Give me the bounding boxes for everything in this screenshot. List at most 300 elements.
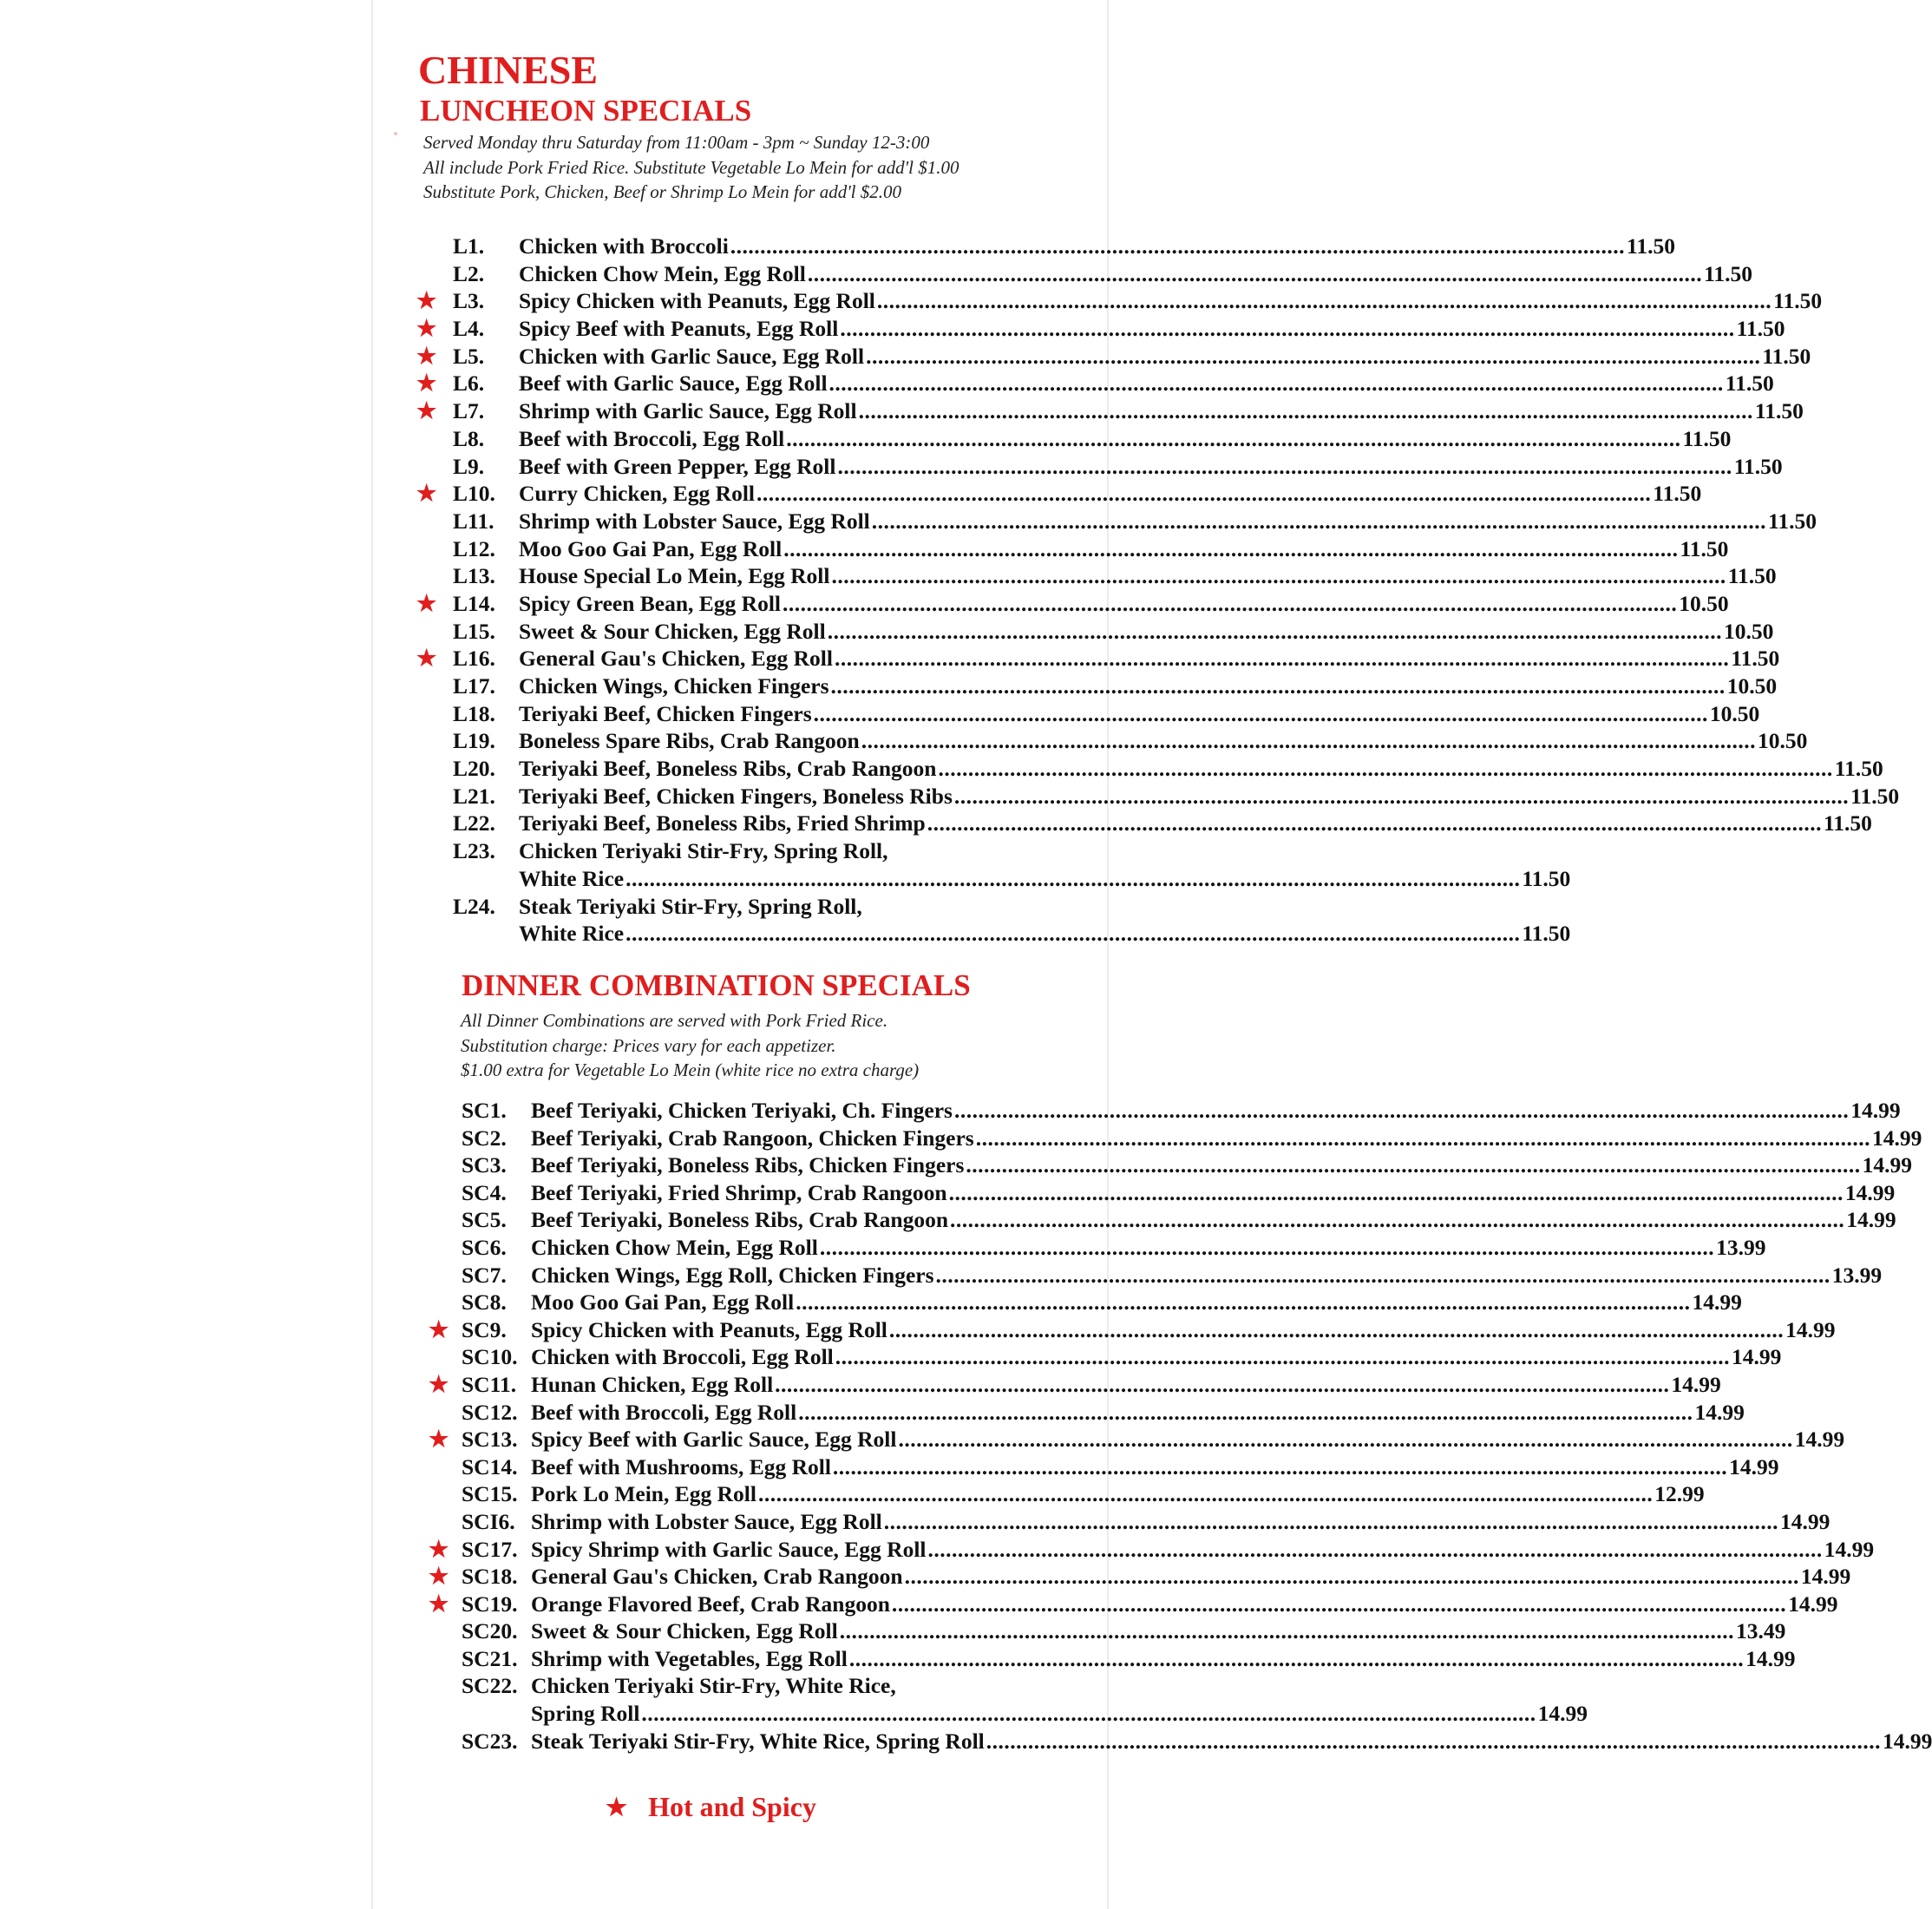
menu-item: [429, 1453, 1779, 1481]
legend: [606, 1791, 816, 1823]
item-price: 11.50: [1773, 288, 1823, 314]
menu-item: [416, 700, 1760, 728]
item-name: Chicken with Broccoli, Egg Roll: [531, 1344, 834, 1370]
leader-dots: [625, 920, 1520, 948]
menu-item: [416, 810, 1872, 837]
star-icon: ★: [416, 590, 437, 616]
menu-item-row: [416, 287, 1823, 315]
leader-dots: [756, 480, 1651, 508]
star-icon: ★: [416, 646, 437, 672]
legend-label: Hot and Spicy: [648, 1791, 816, 1822]
item-name-continued: White Rice: [519, 865, 625, 891]
item-price: 14.99: [1883, 1728, 1932, 1754]
leader-dots: [828, 618, 1722, 646]
item-code: L19.: [453, 728, 495, 754]
menu-item: [429, 1179, 1896, 1207]
item-code: SC20.: [462, 1618, 518, 1644]
menu-item: [429, 1399, 1745, 1427]
item-name: Chicken Chow Mein, Egg Roll: [531, 1234, 818, 1260]
item-code: SC19.: [462, 1591, 518, 1617]
menu-item-row: [429, 1536, 1875, 1564]
leader-dots: [835, 1343, 1730, 1371]
leader-dots: [837, 453, 1732, 481]
menu-item-row: [429, 1453, 1779, 1481]
menu-item-row: [429, 1262, 1883, 1289]
item-price: 13.99: [1716, 1234, 1766, 1260]
menu-item: [429, 1262, 1883, 1289]
menu-item-row: [429, 1508, 1830, 1536]
menu-item: [429, 1206, 1896, 1234]
item-price: 11.50: [1850, 783, 1900, 809]
leader-dots: [936, 1262, 1830, 1289]
star-icon: ★: [416, 343, 437, 369]
star-icon: ★: [416, 288, 437, 314]
item-price: 14.99: [1824, 1536, 1875, 1562]
item-code: L6.: [453, 371, 485, 397]
item-price: 11.50: [1754, 398, 1804, 424]
menu-item-row: [416, 645, 1780, 672]
menu-item: [416, 535, 1729, 563]
menu-item: [416, 645, 1780, 672]
menu-item: [429, 1343, 1782, 1371]
item-name: House Special Lo Mein, Egg Roll: [519, 563, 830, 589]
item-code: SC17.: [462, 1536, 518, 1562]
leader-dots: [954, 783, 1849, 810]
leader-dots: [786, 425, 1680, 453]
menu-item-row: [416, 508, 1817, 535]
leader-dots: [949, 1179, 1844, 1207]
item-code: SCI6.: [462, 1508, 515, 1534]
menu-item-row: [429, 1289, 1742, 1316]
menu-item: [429, 1097, 1901, 1125]
item-code: L3.: [453, 288, 485, 314]
item-name: Sweet & Sour Chicken, Egg Roll: [531, 1618, 838, 1644]
item-price: 14.99: [1732, 1344, 1782, 1370]
item-price: 11.50: [1736, 316, 1785, 342]
menu-item-row: [429, 1645, 1796, 1673]
item-name: Chicken Chow Mein, Egg Roll: [519, 260, 806, 286]
item-name: Shrimp with Lobster Sauce, Egg Roll: [519, 508, 870, 534]
item-name: General Gau's Chicken, Egg Roll: [519, 646, 833, 672]
menu-item-row: [416, 893, 1041, 921]
menu-item-row: [429, 1399, 1745, 1427]
menu-item: [429, 1426, 1845, 1453]
leader-dots: [889, 1316, 1784, 1344]
item-name: Steak Teriyaki Stir-Fry, Spring Roll,: [519, 893, 862, 919]
menu-item: [416, 727, 1808, 755]
item-code: SC2.: [462, 1125, 507, 1151]
leader-dots: [861, 727, 1756, 755]
menu-item: [416, 562, 1777, 590]
item-name: Pork Lo Mein, Egg Roll: [531, 1481, 756, 1507]
menu-item-row: [416, 562, 1777, 590]
leader-dots: [625, 865, 1520, 893]
item-name: Moo Goo Gai Pan, Egg Roll: [519, 535, 783, 561]
item-code: L22.: [453, 810, 495, 836]
item-code: L16.: [453, 646, 495, 672]
leader-dots: [927, 810, 1822, 837]
dinner-note: Substitution charge: Prices vary for each appetizer.: [461, 1034, 836, 1056]
star-icon: ★: [429, 1427, 449, 1453]
page-fold-left: [371, 0, 373, 1909]
menu-item-row: [429, 1151, 1913, 1179]
dinner-notes: [461, 1008, 919, 1083]
leader-dots: [783, 590, 1677, 618]
menu-item-row: [416, 727, 1808, 755]
menu-item-row: [416, 672, 1778, 700]
menu-item: [429, 1617, 1786, 1645]
item-price: 10.50: [1679, 590, 1729, 616]
leader-dots: [849, 1645, 1744, 1673]
menu-item: [416, 590, 1729, 618]
item-name: Beef Teriyaki, Crab Rangoon, Chicken Fingers: [531, 1125, 974, 1151]
menu-item: [416, 287, 1823, 315]
leader-dots: [796, 1289, 1690, 1316]
menu-item: [416, 233, 1675, 260]
item-price: 14.99: [1788, 1591, 1838, 1617]
menu-item: [416, 425, 1732, 453]
item-code: SC13.: [462, 1427, 518, 1453]
menu-item-row: [416, 783, 1900, 810]
menu-item-row: [416, 260, 1753, 288]
item-name: Teriyaki Beef, Chicken Fingers: [519, 700, 812, 726]
menu-item-row: [429, 1343, 1782, 1371]
leader-dots: [898, 1426, 1792, 1453]
star-icon: ★: [416, 481, 437, 507]
item-name: Sweet & Sour Chicken, Egg Roll: [519, 618, 826, 644]
item-price: 14.99: [1844, 1179, 1896, 1205]
star-icon: ★: [416, 371, 437, 397]
leader-dots: [833, 1453, 1727, 1481]
item-price: 11.50: [1834, 756, 1883, 782]
item-name: Boneless Spare Ribs, Crab Rangoon: [519, 728, 860, 754]
item-price: 14.99: [1729, 1453, 1779, 1479]
menu-item-row: [416, 535, 1729, 563]
menu-item-row: [416, 920, 1571, 948]
leader-dots: [730, 233, 1625, 260]
item-code: SC9.: [462, 1316, 507, 1342]
leader-dots: [814, 700, 1708, 728]
item-name: General Gau's Chicken, Crab Rangoon: [531, 1564, 903, 1590]
item-price: 10.50: [1709, 700, 1760, 726]
item-code: L24.: [453, 893, 495, 919]
item-name: Beef Teriyaki, Boneless Ribs, Crab Rangoon: [531, 1207, 949, 1233]
item-code: L17.: [453, 673, 495, 699]
menu-item-row: [416, 810, 1872, 837]
item-name: Teriyaki Beef, Boneless Ribs, Fried Shrimp: [519, 810, 926, 836]
item-name: Shrimp with Garlic Sauce, Egg Roll: [519, 398, 857, 424]
item-code: SC15.: [462, 1481, 518, 1507]
item-name: Teriyaki Beef, Chicken Fingers, Boneless Ribs: [519, 783, 953, 809]
item-name: Teriyaki Beef, Boneless Ribs, Crab Rangoon: [519, 756, 937, 782]
menu-item-row: [429, 1371, 1721, 1399]
dinner-list: [429, 1097, 1932, 1755]
item-name: Beef Teriyaki, Chicken Teriyaki, Ch. Fingers: [531, 1098, 953, 1123]
star-icon: ★: [429, 1316, 449, 1342]
item-price: 14.99: [1846, 1207, 1896, 1233]
item-price: 14.99: [1780, 1508, 1830, 1534]
item-price: 11.50: [1727, 563, 1777, 589]
leader-dots: [966, 1151, 1860, 1179]
item-code: L1.: [453, 233, 485, 259]
menu-item: [416, 343, 1811, 371]
leader-dots: [976, 1125, 1870, 1152]
item-name: Chicken with Broccoli: [519, 233, 729, 259]
leader-dots: [859, 397, 1753, 425]
item-price: 11.50: [1653, 481, 1702, 507]
item-code: L5.: [453, 343, 485, 369]
item-name: Chicken Wings, Chicken Fingers: [519, 673, 829, 699]
item-name: Beef with Broccoli, Egg Roll: [519, 425, 785, 451]
item-name: Beef Teriyaki, Boneless Ribs, Chicken Fingers: [531, 1152, 965, 1178]
menu-item: [429, 1234, 1766, 1262]
item-price: 11.50: [1768, 508, 1817, 534]
menu-item-row: [429, 1617, 1786, 1645]
item-code: L14.: [453, 590, 495, 616]
leader-dots: [641, 1700, 1536, 1728]
item-name: Orange Flavored Beef, Crab Rangoon: [531, 1591, 890, 1617]
menu-item-row: [429, 1234, 1766, 1262]
menu-title: CHINESE: [418, 48, 599, 92]
item-code: SC14.: [462, 1453, 518, 1479]
menu-item: [416, 315, 1785, 343]
luncheon-notes: [423, 130, 959, 205]
item-name: Spicy Shrimp with Garlic Sauce, Egg Roll: [531, 1536, 927, 1562]
item-price: 14.99: [1872, 1125, 1922, 1151]
item-code: L21.: [453, 783, 495, 809]
item-code: L12.: [453, 535, 495, 561]
leader-dots: [798, 1399, 1693, 1427]
item-price: 11.50: [1733, 453, 1783, 479]
item-code: L7.: [453, 398, 485, 424]
menu-item-row: [429, 1728, 1932, 1755]
menu-item: [416, 453, 1783, 481]
menu-item: [429, 1508, 1830, 1536]
item-code: SC18.: [462, 1564, 518, 1590]
leader-dots: [928, 1536, 1823, 1564]
leader-dots: [758, 1480, 1653, 1508]
menu-item-row: [429, 1179, 1896, 1207]
item-price: 10.50: [1723, 618, 1774, 644]
menu-item: [429, 1672, 1588, 1727]
item-code: SC21.: [462, 1645, 518, 1671]
menu-item-row: [416, 315, 1785, 343]
item-price: 14.99: [1850, 1098, 1901, 1123]
item-code: SC8.: [462, 1289, 507, 1315]
item-price: 12.99: [1654, 1481, 1705, 1507]
menu-item-row: [416, 453, 1783, 481]
menu-item-row: [416, 370, 1774, 397]
item-name: Moo Goo Gai Pan, Egg Roll: [531, 1289, 795, 1315]
menu-item-row: [429, 1426, 1845, 1453]
menu-item: [416, 755, 1883, 783]
item-code: SC11.: [462, 1371, 517, 1397]
item-code: SC4.: [462, 1179, 507, 1205]
menu-item: [416, 783, 1900, 810]
item-price: 13.49: [1735, 1618, 1786, 1644]
menu-item-row: [416, 233, 1675, 260]
menu-item: [429, 1563, 1851, 1591]
menu-item: [416, 260, 1753, 288]
menu-item-row: [416, 480, 1702, 508]
menu-item-row: [429, 1591, 1838, 1618]
item-code: SC10.: [462, 1344, 518, 1370]
menu-item: [429, 1645, 1796, 1673]
item-name: Spicy Chicken with Peanuts, Egg Roll: [519, 288, 875, 314]
item-name: Chicken Wings, Egg Roll, Chicken Fingers: [531, 1262, 934, 1288]
luncheon-note: Served Monday thru Saturday from 11:00am - 3pm ~ Sunday 12-3:00: [423, 132, 930, 153]
item-price: 14.99: [1671, 1371, 1721, 1397]
menu-item-row: [429, 1700, 1588, 1728]
item-code: L20.: [453, 756, 495, 782]
star-icon: ★: [429, 1564, 449, 1590]
star-icon: ★: [416, 398, 437, 424]
leader-dots: [820, 1234, 1714, 1262]
item-price: 11.50: [1627, 233, 1675, 259]
menu-item-row: [429, 1563, 1851, 1591]
item-code: SC1.: [462, 1098, 507, 1123]
menu-item-row: [416, 755, 1883, 783]
item-code: L8.: [453, 425, 485, 451]
item-price: 11.50: [1682, 425, 1732, 451]
item-name: Shrimp with Lobster Sauce, Egg Roll: [531, 1508, 882, 1534]
item-price: 11.50: [1762, 343, 1811, 369]
menu-item-row: [429, 1672, 1045, 1700]
item-code: SC22.: [462, 1673, 518, 1699]
item-code: L23.: [453, 838, 495, 864]
item-price: 11.50: [1704, 260, 1753, 286]
menu-item: [416, 480, 1702, 508]
leader-dots: [938, 755, 1832, 783]
menu-item-row: [416, 590, 1729, 618]
menu-item: [416, 370, 1774, 397]
item-name-continued: Spring Roll: [531, 1701, 640, 1727]
menu-item-row: [416, 837, 1041, 865]
menu-item-row: [416, 618, 1774, 646]
star-icon: ★: [429, 1371, 449, 1397]
menu-item: [429, 1289, 1742, 1316]
item-code: L18.: [453, 700, 495, 726]
menu-item-row: [429, 1480, 1705, 1508]
leader-dots: [835, 645, 1729, 672]
menu-item: [416, 397, 1804, 425]
menu-item-row: [429, 1125, 1922, 1152]
leader-dots: [840, 1617, 1734, 1645]
item-price: 14.99: [1537, 1701, 1588, 1727]
item-price: 14.99: [1745, 1645, 1796, 1671]
item-name: Spicy Chicken with Peanuts, Egg Roll: [531, 1316, 887, 1342]
item-price: 14.99: [1785, 1316, 1836, 1342]
item-code: SC7.: [462, 1262, 507, 1288]
item-name: Spicy Green Bean, Egg Roll: [519, 590, 782, 616]
menu-item-row: [416, 343, 1811, 371]
item-name: Chicken Teriyaki Stir-Fry, Spring Roll,: [519, 838, 888, 864]
item-name: Beef with Mushrooms, Egg Roll: [531, 1453, 831, 1479]
item-name: Beef with Green Pepper, Egg Roll: [519, 453, 836, 479]
item-price: 11.50: [1680, 535, 1729, 561]
item-name: Beef with Broccoli, Egg Roll: [531, 1399, 797, 1425]
luncheon-list: [416, 233, 1900, 948]
item-code: L10.: [453, 481, 495, 507]
menu-item: [429, 1536, 1875, 1564]
menu-item: [429, 1125, 1922, 1152]
menu-item: [429, 1591, 1838, 1618]
menu-item: [416, 837, 1571, 892]
menu-item: [429, 1371, 1721, 1399]
item-price: 11.50: [1823, 810, 1872, 836]
star-icon: ★: [606, 1794, 628, 1821]
item-name: Steak Teriyaki Stir-Fry, White Rice, Spring Roll: [531, 1728, 985, 1754]
item-name: Chicken Teriyaki Stir-Fry, White Rice,: [531, 1673, 896, 1699]
item-price: 14.99: [1694, 1399, 1745, 1425]
leader-dots: [866, 343, 1760, 371]
item-code: SC3.: [462, 1152, 507, 1178]
item-code: SC5.: [462, 1207, 507, 1233]
menu-item-row: [429, 1206, 1896, 1234]
menu-item-row: [416, 700, 1760, 728]
item-name: Curry Chicken, Egg Roll: [519, 481, 756, 507]
luncheon-heading: LUNCHEON SPECIALS: [420, 94, 752, 128]
item-price: 14.99: [1794, 1427, 1845, 1453]
leader-dots: [783, 535, 1678, 563]
item-price: 14.99: [1800, 1564, 1851, 1590]
item-price: 14.99: [1862, 1152, 1913, 1178]
item-code: L4.: [453, 316, 485, 342]
leader-dots: [986, 1728, 1881, 1755]
menu-item: [429, 1151, 1913, 1179]
leader-dots: [775, 1371, 1669, 1399]
item-price: 11.50: [1522, 921, 1571, 947]
leader-dots: [831, 672, 1726, 700]
item-price: 14.99: [1692, 1289, 1742, 1315]
luncheon-note: All include Pork Fried Rice. Substitute Vegetable Lo Mein for add'l $1.00: [423, 156, 959, 178]
menu-item-row: [416, 397, 1804, 425]
menu-item: [429, 1316, 1836, 1344]
leader-dots: [840, 315, 1734, 343]
item-name: Beef with Garlic Sauce, Egg Roll: [519, 371, 828, 397]
leader-dots: [872, 508, 1766, 535]
dinner-note: $1.00 extra for Vegetable Lo Mein (white rice no extra charge): [461, 1059, 920, 1080]
item-price: 11.50: [1522, 865, 1571, 891]
menu-item-row: [429, 1097, 1901, 1125]
item-price: 13.99: [1831, 1262, 1883, 1288]
item-code: L11.: [453, 508, 494, 534]
item-name: Shrimp with Vegetables, Egg Roll: [531, 1645, 848, 1671]
dinner-heading: DINNER COMBINATION SPECIALS: [462, 968, 971, 1002]
leader-dots: [877, 287, 1772, 315]
leader-dots: [892, 1591, 1786, 1618]
item-name: Hunan Chicken, Egg Roll: [531, 1371, 774, 1397]
menu-item-row: [429, 1316, 1836, 1344]
item-code: SC23.: [462, 1728, 518, 1754]
item-code: L2.: [453, 260, 485, 286]
leader-dots: [950, 1206, 1844, 1234]
menu-item-row: [416, 865, 1571, 893]
menu-item: [416, 618, 1774, 646]
item-code: SC6.: [462, 1234, 507, 1260]
item-price: 10.50: [1726, 673, 1778, 699]
star-icon: ★: [416, 316, 437, 342]
item-name: Beef Teriyaki, Fried Shrimp, Crab Rangoon: [531, 1179, 947, 1205]
item-code: L13.: [453, 563, 495, 589]
item-price: 11.50: [1731, 646, 1780, 672]
leader-dots: [905, 1563, 1799, 1591]
leader-dots: [829, 370, 1724, 397]
menu-item: [416, 672, 1778, 700]
item-price: 10.50: [1757, 728, 1808, 754]
star-icon: ★: [429, 1591, 449, 1617]
item-code: SC12.: [462, 1399, 518, 1425]
